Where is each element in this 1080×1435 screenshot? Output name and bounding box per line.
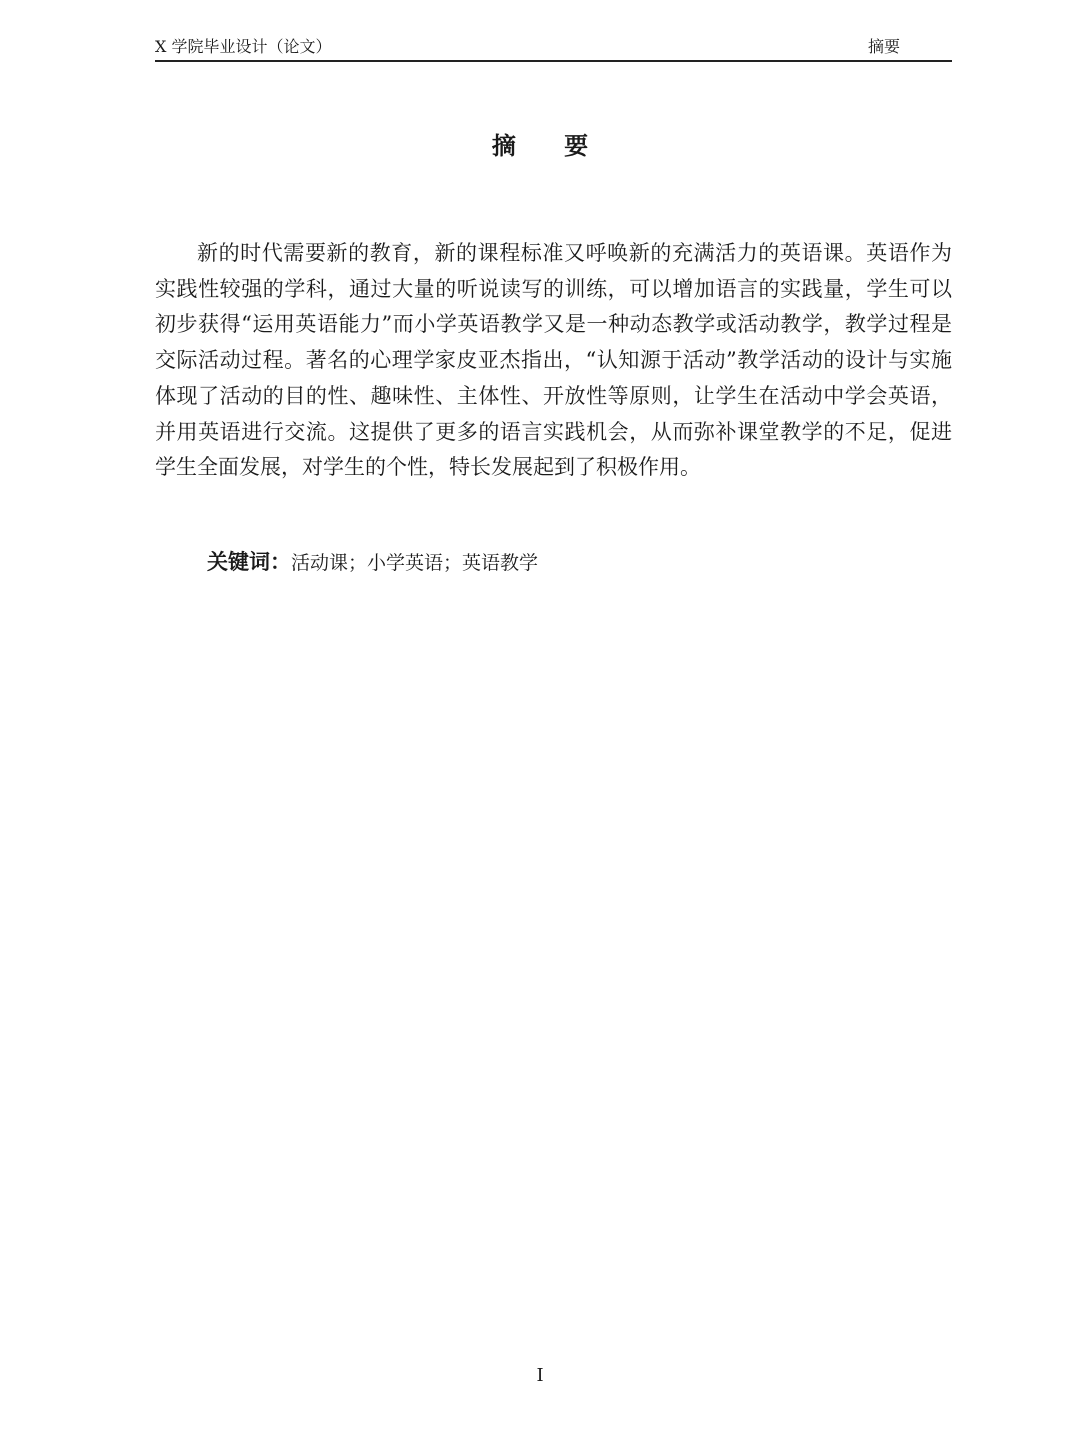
page-title: 摘 要: [491, 132, 609, 160]
abstract-paragraph: 新的时代需要新的教育，新的课程标准又呼唤新的充满活力的英语课。英语作为实践性较强的学科，通过大量的听说读写的训练，可以增加语言的实践量，学生可以初步获得“运用英语能力”而小学英语教学又是一种动态教学或活动教学，教学过程是交际活动过程。著名的心理学家皮亚杰指出，“认知源于活动”教学活动的设计与实施体现了活动的目的性、趣味性、主体性、开放性等原则，让学生在活动中学会英语，并用英语进行交流。这提供了更多的语言实践机会，从而弥补课堂教学的不足，促进学生全面发展，对学生的个性，特长发展起到了积极作用。: [155, 241, 952, 480]
header-thesis-title: X 学院毕业设计（论文）: [155, 37, 332, 56]
page-number: I: [536, 1365, 544, 1386]
keywords-line: [207, 545, 538, 581]
header-section-name: 摘要: [867, 37, 900, 56]
running-header: [155, 36, 952, 60]
keywords-value: 活动课；小学英语；英语教学: [291, 552, 539, 574]
header-divider: [155, 60, 952, 62]
keywords-label: 关键词：: [207, 550, 291, 574]
